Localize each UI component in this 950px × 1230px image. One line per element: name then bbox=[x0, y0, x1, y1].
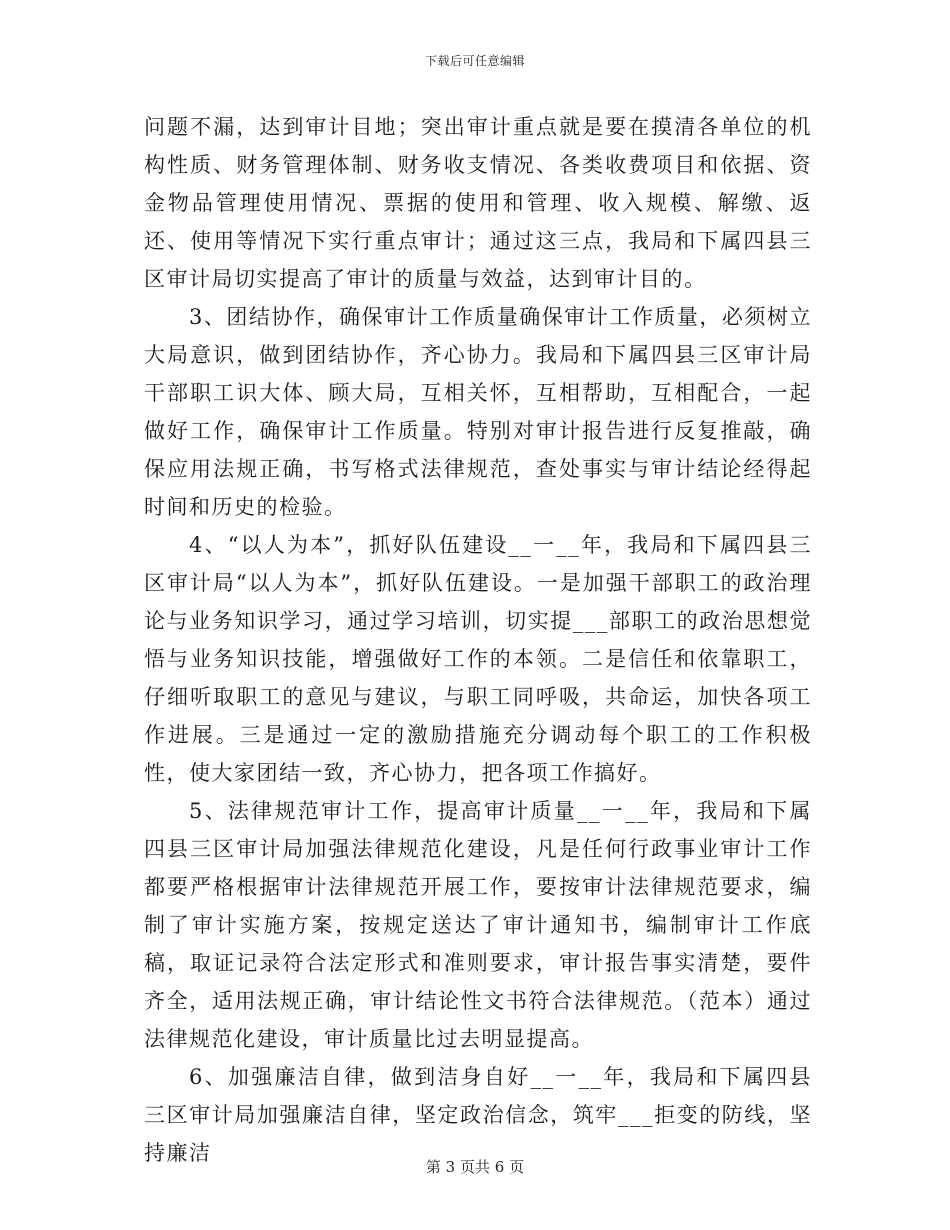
paragraph-teamwork: 3、团结协作，确保审计工作质量确保审计工作质量，必须树立大局意识，做到团结协作，齐心协力。我局和下属四县三区审计局干部职工识大体、顾大局，互相关怀，互相帮助，互相配合，一起做好工作，确保审计工作质量。特别对审计报告进行反复推敲，确保应用法规正确，书写格式法律规范，查处事实与审计结论经得起时间和历史的检验。 bbox=[144, 305, 812, 519]
paragraph-people-oriented: 4、“以人为本”，抓好队伍建设__一__年，我局和下属四县三区审计局“以人为本”，抓好队伍建设。一是加强干部职工的政治理论与业务知识学习，通过学习培训，切实提___部职工的政治思想觉悟与业务知识技能，增强做好工作的本领。二是信任和依靠职工，仔细听取职工的意见与建议，与职工同呼吸，共命运，加快各项工作进展。三是通过一定的激励措施充分调动每个职工的工作积极性，使大家团结一致，齐心协力，把各项工作搞好。 bbox=[144, 533, 812, 785]
page-header: 下载后可任意编辑 bbox=[424, 54, 525, 68]
page-number: 第 3 页共 6 页 bbox=[425, 1158, 525, 1176]
paragraph-legal-standards: 5、法律规范审计工作，提高审计质量__一__年，我局和下属四县三区审计局加强法律规范化建设，凡是任何行政事业审计工作都要严格根据审计法律规范开展工作，要按审计法律规范要求，编制了审计实施方案，按规定送达了审计通知书，编制审计工作底稿，取证记录符合法定形式和准则要求，审计报告事实清楚，要件齐全，适用法规正确，审计结论性文书符合法律规范。（范本）通过法律规范化建设，审计质量比过去明显提高。 bbox=[144, 799, 812, 1051]
paragraph-audit-focus: 问题不漏，达到审计目地；突出审计重点就是要在摸清各单位的机构性质、财务管理体制、财务收支情况、各类收费项目和依据、资金物品管理使用情况、票据的使用和管理、收入规模、解缴、返还、使用等情况下实行重点审计；通过这三点，我局和下属四县三区审计局切实提高了审计的质量与效益，达到审计目的。 bbox=[144, 115, 812, 291]
document-body bbox=[144, 108, 812, 1172]
paragraph-integrity: 6、加强廉洁自律，做到洁身自好__一__年，我局和下属四县三区审计局加强廉洁自律，坚定政治信念，筑牢___拒变的防线，坚持廉洁 bbox=[144, 1065, 812, 1165]
